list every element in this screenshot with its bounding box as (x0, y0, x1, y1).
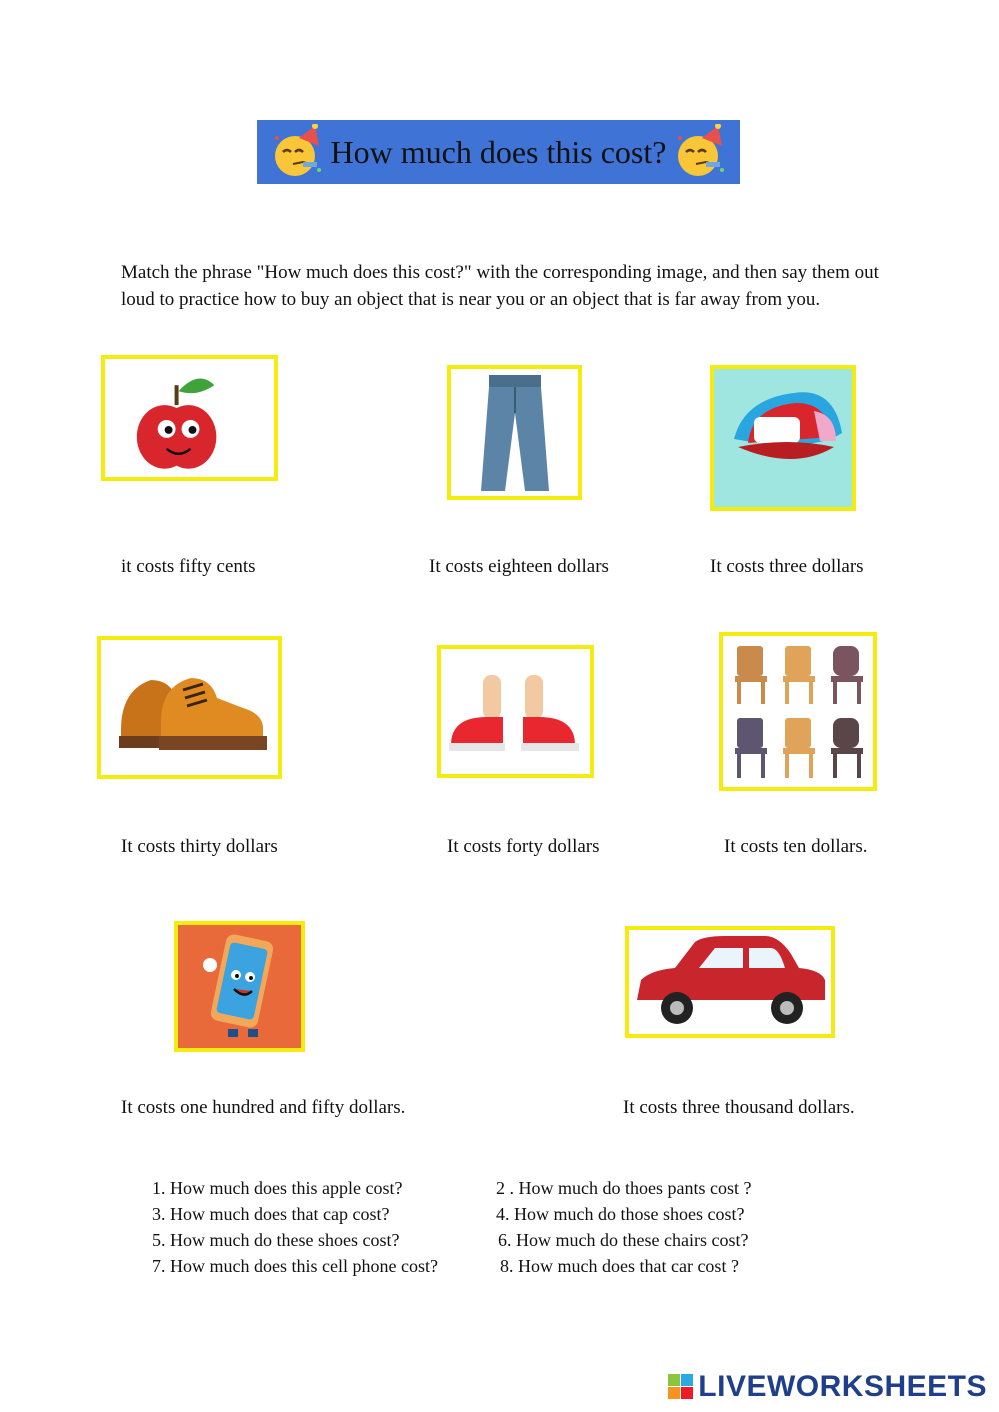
page-title: How much does this cost? (330, 133, 667, 170)
title-banner (257, 120, 740, 184)
question-1: 1. How much does this apple cost? (152, 1178, 403, 1198)
jeans-image[interactable] (447, 365, 582, 500)
car-icon (629, 930, 831, 1034)
caption-7: It costs one hundred and fifty dollars. (121, 1097, 406, 1118)
brand-name: LIVEWORKSHEETS (698, 1370, 987, 1403)
caption-8: It costs three thousand dollars. (623, 1097, 855, 1118)
question-4: 4. How much do those shoes cost? (496, 1204, 745, 1224)
car-image[interactable] (625, 926, 835, 1038)
cap-icon (714, 369, 852, 507)
caption-1: it costs fifty cents (121, 556, 256, 577)
jeans-icon (451, 369, 578, 496)
boots-icon (101, 640, 278, 775)
cap-image[interactable] (710, 365, 856, 511)
liveworksheets-logo-icon (668, 1374, 694, 1400)
footer-brand[interactable] (668, 1370, 987, 1404)
apple-image[interactable] (101, 355, 278, 481)
question-2: 2 . How much do thoes pants cost ? (496, 1178, 752, 1198)
caption-6: It costs ten dollars. (724, 836, 868, 857)
party-face-icon (269, 124, 325, 180)
chairs-image[interactable] (719, 632, 877, 791)
question-8: 8. How much does that car cost ? (500, 1256, 739, 1276)
party-face-icon (672, 124, 728, 180)
caption-5: It costs forty dollars (447, 836, 600, 857)
sneakers-icon (441, 649, 590, 774)
sneakers-image[interactable] (437, 645, 594, 778)
question-3: 3. How much does that cap cost? (152, 1204, 390, 1224)
question-7: 7. How much does this cell phone cost? (152, 1256, 438, 1276)
question-5: 5. How much do these shoes cost? (152, 1230, 400, 1250)
caption-3: It costs three dollars (710, 556, 864, 577)
apple-icon (105, 359, 274, 477)
chairs-icon (723, 636, 873, 787)
boots-image[interactable] (97, 636, 282, 779)
instructions: Match the phrase "How much does this cost?" with the corresponding image, and then say them out loud to practice how to buy an object that is near you or an object that is far away from you. (121, 262, 879, 310)
cell-phone-image[interactable] (174, 921, 305, 1052)
caption-4: It costs thirty dollars (121, 836, 278, 857)
question-6: 6. How much do these chairs cost? (498, 1230, 749, 1250)
cell-phone-icon (178, 925, 301, 1048)
caption-2: It costs eighteen dollars (429, 556, 609, 577)
